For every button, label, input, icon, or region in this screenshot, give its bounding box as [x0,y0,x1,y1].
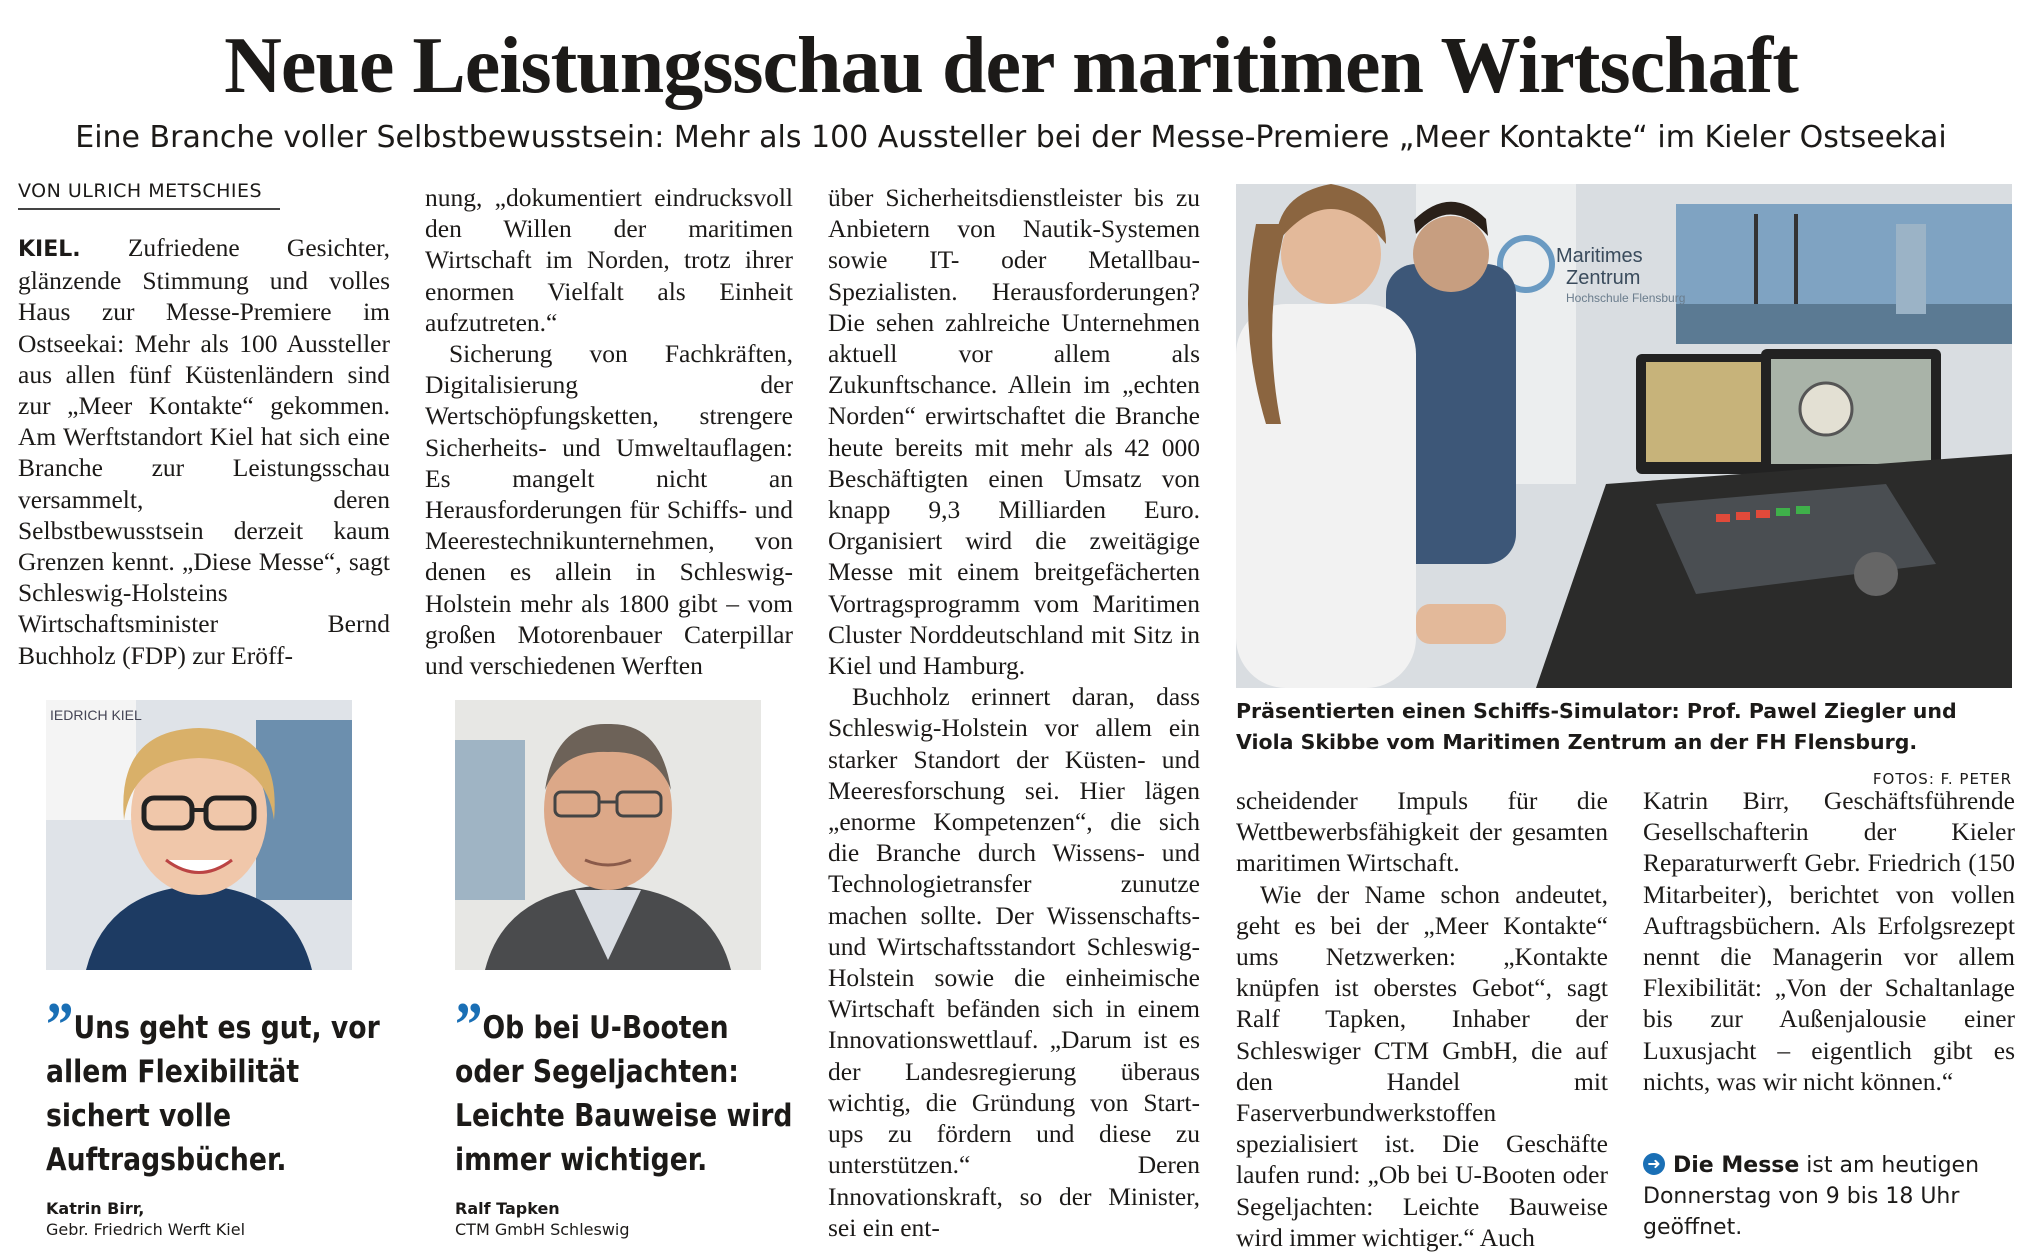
paragraph: scheidender Impuls für die Wettbewerbsfähigkeit der gesamten maritimen Wirtschaft. [1236,786,1608,878]
quote-mark-icon: ” [46,989,67,1060]
text-column-4 [1236,785,1608,1253]
paragraph: Katrin Birr, Geschäftsführende Gesellschafterin der Kieler Reparaturwerft Gebr. Friedrich (150 Mitarbeiter), berichtet von vollen Auftragsbüchern. Als Erfolgsrezept nennt die Managerin vor allem Flexibilität: „Von der Schaltanlage bis zur Außenjalousie einer Luxusjacht – eigentlich gibt es nichts, was wir nicht können.“ [1643,786,2015,1096]
logo-text: Maritimes [1556,245,1643,267]
pull-quote-birr [46,989,390,1182]
quote-mark-icon: ” [455,989,476,1060]
person-name: Ralf Tapken [455,1199,560,1218]
dateline: KIEL. [18,237,81,262]
text-column-3 [828,182,1200,1243]
paragraph: Wie der Name schon andeutet, geht es bei der „Meer Kontakte“ ums Netzwerken: „Kontakte knüpfen ist oberstes Gebot“, sagt Ralf Tapken, Inhaber der Schleswiger CTM GmbH, die auf den Handel mit Faserverbundwerkstoffen spezialisiert ist. Die Geschäfte laufen rund: „Ob bei U-Booten oder Segeljachten: Leichte Bauweise wird immer wichtiger.“ Auch [1236,879,1608,1252]
subheadline: Eine Branche voller Selbstbewusstsein: Mehr als 100 Aussteller bei der Messe-Premiere „Meer Kontakte“ im Kieler Ostseekai [75,120,1947,155]
pull-quote-tapken [455,989,799,1182]
note-bold: Die Messe [1673,1153,1800,1178]
paragraph: über Sicherheitsdienstleister bis zu Anbietern von Nautik-Systemen sowie IT- oder Metallbau-Spezialisten. Herausforderungen? Die sehen zahlreiche Unternehmen aktuell vor allem als Zukunftschance. Allein im „echten Norden“ erwirtschaftet die Branche heute bereits mit mehr als 42 000 Beschäftigten einen Umsatz von knapp 9,3 Milliarden Euro. Organisiert wird die zweitägige Messe mit einem breitgefächerten Vortragsprogramm vom Maritimen Cluster Norddeutschland mit Sitz in Kiel und Hamburg. [828,183,1200,681]
byline: VON ULRICH METSCHIES [18,180,280,210]
text-column-1 [18,232,390,671]
quote-attribution-tapken [455,1198,775,1240]
paragraph: Buchholz erinnert daran, dass Schleswig-Holstein vor allem ein starker Standort der Küsten- und Meeresforschung sei. Hier lägen „enorme Kompetenzen“, die sich die Branche durch Wissens- und Technologietransfer zunutze machen sollte. Der Wissenschafts- und Wirtschaftsstandort Schleswig-Holstein sowie die einheimische Wirtschaft befänden sich in einem Innovationswettlauf. „Darum ist es der Landesregierung überaus wichtig, die Gründung von Start-ups zu fördern und diese zu unterstützen.“ Deren Innovationskraft, so der Minister, sei ein ent- [828,682,1200,1242]
caption-text: Präsentierten einen Schiffs-Simulator: Prof. Pawel Ziegler und Viola Skibbe vom Maritimen Zentrum an der FH Flensburg. [1236,699,1957,754]
quote-attribution-birr [46,1198,366,1240]
logo-text: Hochschule Flensburg [1566,291,1686,305]
note-text: ist am heutigen Donnerstag von 9 bis 18 Uhr geöffnet. [1643,1153,1980,1240]
paragraph: nung, „dokumentiert eindrucksvoll den Willen der maritimen Wirtschaft im Norden, trotz ihrer enormen Vielfalt als Einheit aufzutreten.“ [425,183,793,337]
person-name: Katrin Birr, [46,1199,145,1218]
quote-text: Ob bei U-Booten oder Segeljachten: Leichte Bauweise wird immer wichtiger. [455,1010,793,1178]
paragraph: Zufriedene Gesichter, glänzende Stimmung und volles Haus zur Messe-Premiere im Ostseekai: Mehr als 100 Aussteller aus allen fünf Küstenländern sind zur „Meer Kontakte“ gekommen. Am Werftstandort Kiel hat sich eine Branche zur Leistungsschau versammelt, deren Selbstbewusstsein derzeit kaum Grenzen kennt. „Diese Messe“, sagt Schleswig-Holsteins Wirtschaftsminister Bernd Buchholz (FDP) zur Eröff- [18,233,390,670]
simulator-scene [1236,184,2012,688]
portrait-ralf-tapken [455,700,761,970]
text-column-2 [425,182,793,681]
portrait-image [46,700,352,970]
portrait-image [455,700,761,970]
main-photo [1236,184,2012,688]
person-org: Gebr. Friedrich Werft Kiel [46,1220,246,1239]
headline: Neue Leistungsschau der maritimen Wirtschaft [224,22,1798,110]
photo-credit: FOTOS: F. PETER [1872,770,2012,788]
arrow-right-circle-icon: ➜ [1643,1153,1665,1175]
logo-text: Zentrum [1566,267,1641,289]
quote-text: Uns geht es gut, vor allem Flexibilität sichert volle Auftragsbücher. [46,1010,380,1178]
photo-caption [1236,696,2012,795]
text-column-5 [1643,785,2015,1097]
paragraph: Sicherung von Fachkräften, Digitalisierung der Wertschöpfungsketten, strengere Sicherheits- und Umweltauflagen: Es mangelt nicht an Herausforderungen für Schiffs- und Meerestechnikunternehmen, von denen es allein in Schleswig-Holstein mehr als 1800 gibt – vom großen Motorenbauer Caterpillar und verschiedenen Werften [425,339,793,681]
portrait-katrin-birr [46,700,352,970]
info-note [1643,1150,2013,1243]
person-org: CTM GmbH Schleswig [455,1220,630,1239]
banner-text: IEDRICH KIEL [50,707,142,723]
